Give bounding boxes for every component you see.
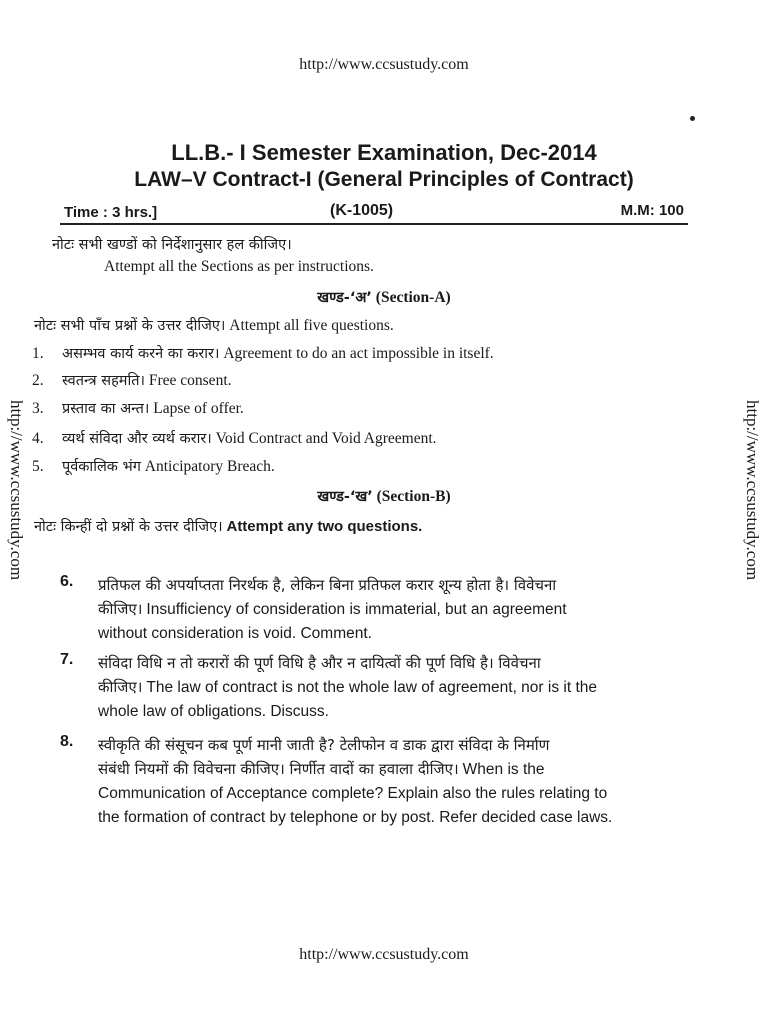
section-b-heading: खण्ड-‘ख’ (Section-B) bbox=[317, 488, 451, 505]
watermark-url-right: http://www.ccsustudy.com bbox=[743, 400, 762, 581]
watermark-url-top: http://www.ccsustudy.com bbox=[299, 56, 469, 73]
general-note-hindi: नोटः सभी खण्डों को निर्देशानुसार हल कीजिए। bbox=[52, 237, 292, 253]
section-b-note: नोटः किन्हीं दो प्रश्नों के उत्तर दीजिए। Attempt any two questions. bbox=[34, 518, 423, 535]
watermark-url-left: http://www.ccsustudy.com bbox=[7, 400, 26, 581]
section-a-heading: खण्ड-‘अ’ (Section-A) bbox=[317, 289, 451, 306]
header-divider bbox=[60, 223, 688, 225]
exam-meta-row bbox=[60, 202, 688, 224]
max-marks: M.M: 100 bbox=[620, 202, 684, 219]
exam-title: LL.B.- I Semester Examination, Dec-2014 bbox=[171, 140, 597, 165]
exam-time: Time : 3 hrs.] bbox=[64, 204, 158, 221]
section-a-question: 3. प्रस्ताव का अन्त। Lapse of offer. bbox=[32, 400, 244, 417]
section-a-question: 5. पूर्वकालिक भंग Anticipatory Breach. bbox=[32, 458, 275, 475]
general-note-english: Attempt all the Sections as per instructions. bbox=[104, 258, 374, 275]
watermark-url-bottom: http://www.ccsustudy.com bbox=[299, 946, 469, 963]
paper-title: LAW–V Contract-I (General Principles of Contract) bbox=[134, 168, 634, 191]
section-a-question: 4. व्यर्थ संविदा और व्यर्थ करार। Void Contract and Void Agreement. bbox=[32, 430, 437, 447]
paper-code: (K-1005) bbox=[330, 202, 394, 219]
stray-dot bbox=[690, 116, 695, 121]
section-a-question: 1. असम्भव कार्य करने का करार। Agreement to do an act impossible in itself. bbox=[32, 345, 494, 362]
section-a-question: 2. स्वतन्त्र सहमति। Free consent. bbox=[32, 372, 232, 389]
section-a-note: नोटः सभी पाँच प्रश्नों के उत्तर दीजिए। Attempt all five questions. bbox=[34, 317, 394, 334]
